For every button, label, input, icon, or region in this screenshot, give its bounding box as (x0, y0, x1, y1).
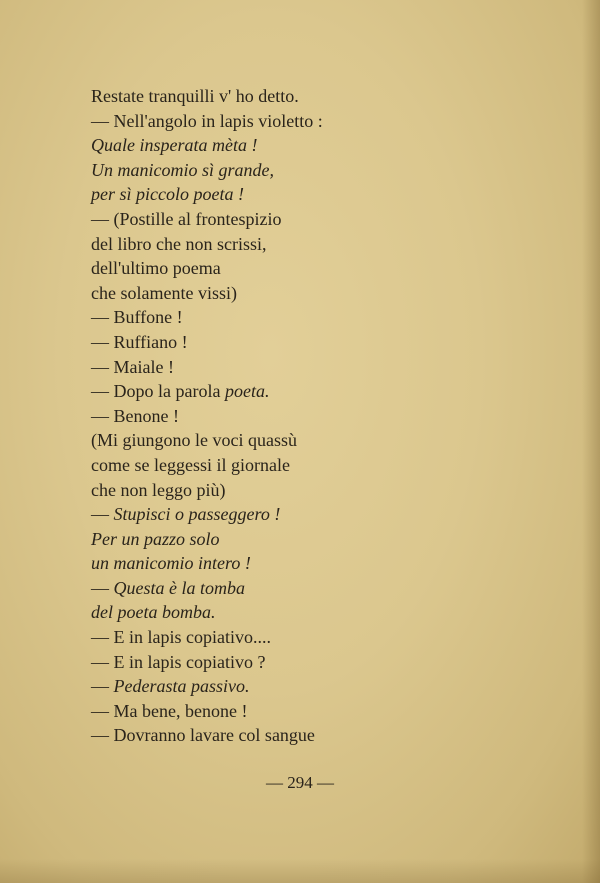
poem-line-text: — (91, 504, 114, 525)
poem-line: — E in lapis copiativo ? (91, 651, 266, 672)
poem-line: che non leggo più) (91, 479, 226, 500)
poem-line-italic-text: poeta. (224, 381, 270, 402)
poem-line: — Ma bene, benone ! (91, 700, 248, 721)
poem-line-text: — Dopo la parola (91, 381, 225, 402)
poem-line: — Dovranno lavare col sangue (91, 725, 315, 746)
poem-line: del poeta bomba. (91, 602, 216, 623)
poem-line (91, 674, 411, 699)
poem-line-italic-text: Stupisci o passeggero ! (113, 504, 281, 525)
poem-line: dell'ultimo poema (91, 258, 221, 279)
poem-line: — Ruffiano ! (91, 331, 188, 352)
poem-line: (Mi giungono le voci quassù (91, 430, 297, 451)
poem-line: — Maiale ! (91, 356, 174, 377)
poem-line: come se leggessi il giornale (91, 454, 290, 475)
poem-line: — E in lapis copiativo.... (91, 627, 271, 648)
poem-line: — Buffone ! (91, 307, 183, 328)
poem-line-italic-text: Questa è la tomba (113, 577, 245, 598)
poem-line: un manicomio intero ! (91, 553, 251, 574)
poem-line (91, 576, 411, 601)
poem-line: — (Postille al frontespizio (91, 208, 282, 229)
poem-line-text: — (91, 577, 114, 598)
poem-text (91, 84, 411, 748)
poem-line: Un manicomio sì grande, (91, 159, 274, 180)
poem-line-text: — (91, 676, 114, 697)
page-bottom-shadow (0, 859, 600, 883)
poem-line: — Nell'angolo in lapis violetto : (91, 110, 323, 131)
page-number: — 294 — (266, 773, 334, 792)
poem-line-italic-text: Pederasta passivo. (113, 676, 250, 697)
poem-line (91, 502, 411, 527)
poem-line (91, 379, 411, 404)
poem-line: — Benone ! (91, 405, 179, 426)
poem-line: che solamente vissi) (91, 282, 237, 303)
poem-line: Per un pazzo solo (91, 528, 220, 549)
poem-line: del libro che non scrissi, (91, 233, 267, 254)
poem-line: Quale insperata mèta ! (91, 135, 258, 156)
page-edge-shadow (582, 0, 600, 883)
poem-line: Restate tranquilli v' ho detto. (91, 86, 299, 106)
poem-line: per sì piccolo poeta ! (91, 184, 244, 205)
